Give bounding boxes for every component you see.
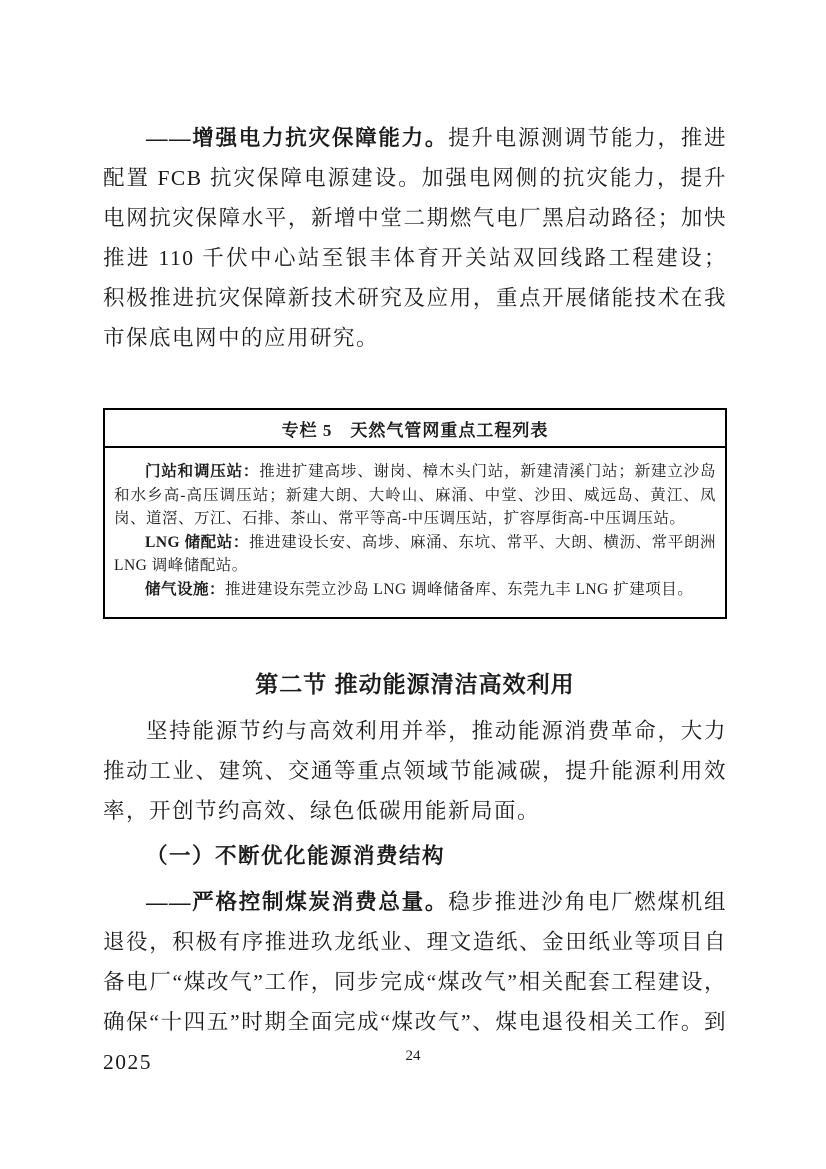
- callout-item-lead: 门站和调压站：: [145, 463, 260, 480]
- callout-item-text: 推进建设长安、高埗、麻涌、东坑、常平、大朗、横沥、常平朗洲 LNG 调峰储配站。: [114, 533, 716, 574]
- page-content: [103, 118, 727, 1082]
- paragraph-body-text: 提升电源测调节能力，推进配置 FCB 抗灾保障电源建设。加强电网侧的抗灾能力，提升电网抗灾保障水平，新增中堂二期燃气电厂黑启动路径；加快推进 110 千伏中心站至银丰体育开关站双回线路工程建设；积极推进抗灾保障新技术研究及应用，重点开展储能技术在我市保底电网中的应用研究。: [103, 126, 727, 350]
- paragraph-power-disaster-resilience: [103, 118, 727, 358]
- callout-item-lead: 储气设施：: [145, 580, 226, 598]
- callout-item-lng-storage-stations: [114, 531, 716, 578]
- callout-item-text: 推进扩建高埗、谢岗、樟木头门站，新建清溪门站；新建立沙岛和水乡高-高压调压站；新建大朗、大岭山、麻涌、中堂、沙田、威远岛、黄江、凤岗、道滘、万江、石排、茶山、常平等高-中压调压站，扩容厚街高-中压调压站。: [114, 463, 716, 527]
- paragraph-body-text: 稳步推进沙角电厂燃煤机组退役，积极有序推进玖龙纸业、理文造纸、金田纸业等项目自备电厂“煤改气”工作，同步完成“煤改气”相关配套工程建设，确保“十四五”时期全面完成“煤改气”、煤电退役相关工作。到 2025: [103, 890, 727, 1074]
- callout-item-gate-stations: [114, 460, 716, 531]
- callout-item-text: 推进建设东莞立沙岛 LNG 调峰储备库、东莞九丰 LNG 扩建项目。: [225, 580, 694, 598]
- paragraph-bold-lead: ——增强电力抗灾保障能力。: [146, 126, 449, 150]
- callout-box-body: [105, 448, 725, 617]
- section-heading: 第二节 推动能源清洁高效利用: [255, 671, 575, 697]
- callout-box-gas-pipeline-projects: [103, 408, 727, 619]
- subsection-heading: （一）不断优化能源消费结构: [146, 844, 446, 868]
- paragraph-bold-lead: ——严格控制煤炭消费总量。: [146, 890, 449, 914]
- paragraph-energy-efficiency-intro: 坚持能源节约与高效利用并举，推动能源消费革命，大力推动工业、建筑、交通等重点领域节能减碳，提升能源利用效率，开创节约高效、绿色低碳用能新局面。: [103, 719, 727, 823]
- callout-item-gas-storage-facilities: [114, 578, 716, 602]
- callout-item-lead: LNG 储配站：: [145, 533, 249, 551]
- callout-box-title: 专栏 5 天然气管网重点工程列表: [105, 410, 725, 448]
- page-number: 24: [405, 1048, 421, 1064]
